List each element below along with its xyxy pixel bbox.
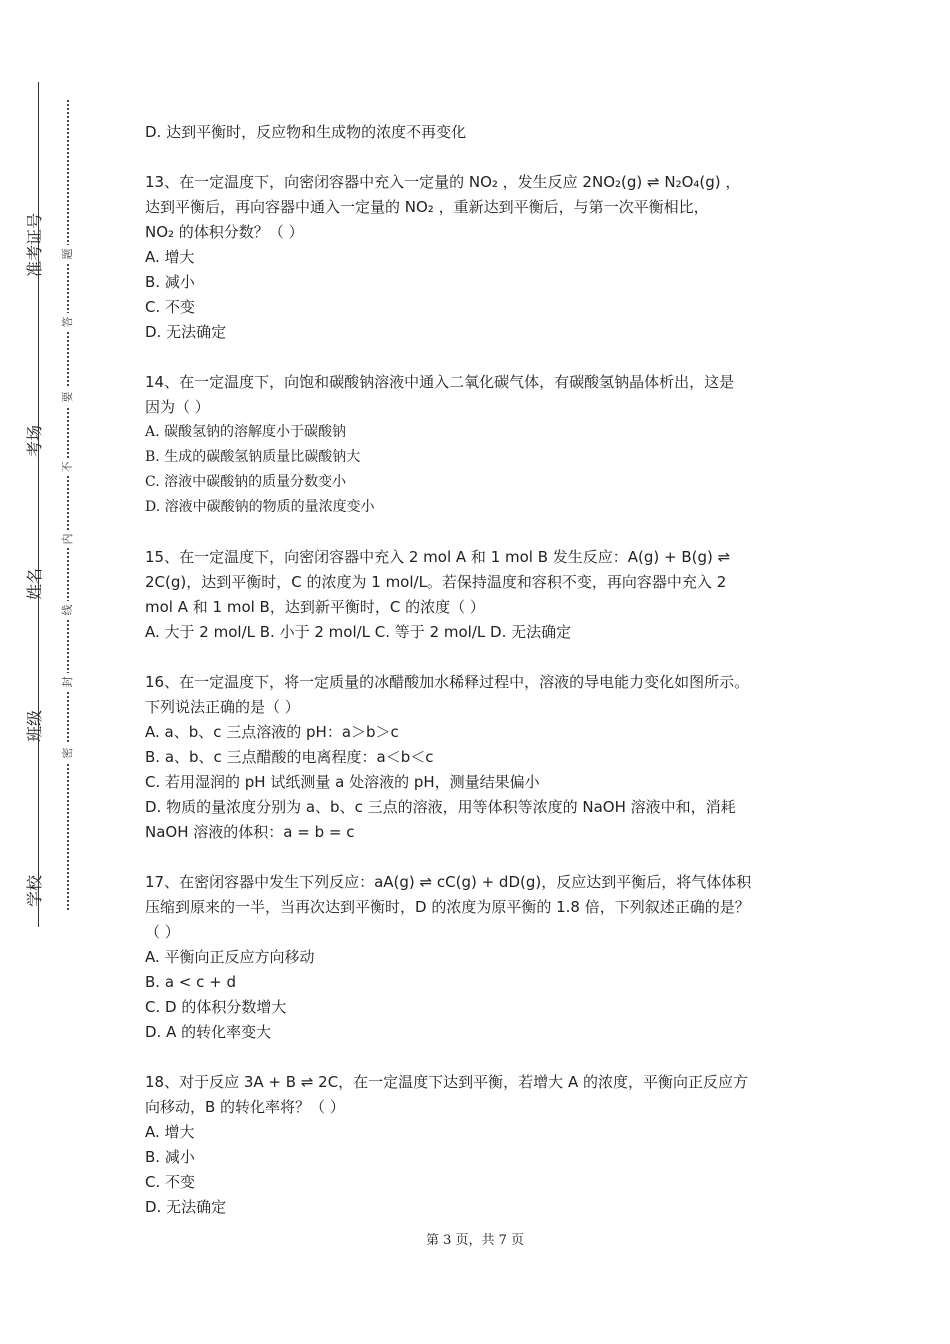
field-label-exam-room: 考场 <box>25 424 44 457</box>
binding-dotted-line <box>67 100 69 910</box>
option-d: D. 溶液中碳酸钠的物质的量浓度变小 <box>145 499 375 515</box>
seal-char: 封 <box>59 673 77 691</box>
question-14 <box>145 370 815 520</box>
seal-char: 内 <box>59 530 77 548</box>
options-inline: A. 大于 2 mol/L B. 小于 2 mol/L C. 等于 2 mol/L D. 无法确定 <box>145 623 572 641</box>
seal-char: 题 <box>59 245 77 263</box>
question-list <box>145 120 815 1245</box>
question-line: 15、在一定温度下，向密闭容器中充入 2 mol A 和 1 mol B 发生反应：A(g) + B(g) ⇌ <box>145 548 731 566</box>
option-b: B. a、b、c 三点醋酸的电离程度：a＜b＜c <box>145 748 434 766</box>
question-15 <box>145 545 815 645</box>
question-line: 2C(g)，达到平衡时，C 的浓度为 1 mol/L。若保持温度和容积不变，再向容器中充入 2 <box>145 573 727 591</box>
seal-char: 要 <box>59 388 77 406</box>
option-a: A. 碳酸氢钠的溶解度小于碳酸钠 <box>145 424 347 440</box>
option-c: C. 溶液中碳酸钠的质量分数变小 <box>145 474 347 490</box>
option-a: A. a、b、c 三点溶液的 pH：a＞b＞c <box>145 723 399 741</box>
question-line: mol A 和 1 mol B，达到新平衡时，C 的浓度（ ） <box>145 598 485 616</box>
option-d-cont: NaOH 溶液的体积：a = b = c <box>145 823 355 841</box>
option-b: B. 生成的碳酸氢钠质量比碳酸钠大 <box>145 449 361 465</box>
question-line: （ ） <box>145 923 180 941</box>
seal-char: 答 <box>59 313 77 331</box>
option-c: C. D 的体积分数增大 <box>145 998 287 1016</box>
question-line: 14、在一定温度下，向饱和碳酸钠溶液中通入二氧化碳气体，有碳酸氢钠晶体析出，这是 <box>145 373 735 391</box>
question-18 <box>145 1070 815 1220</box>
question-line: 向移动，B 的转化率将？（ ） <box>145 1098 345 1116</box>
question-line: 16、在一定温度下，将一定质量的冰醋酸加水稀释过程中，溶液的导电能力变化如图所示。 <box>145 673 750 691</box>
option-d: D. 无法确定 <box>145 323 227 341</box>
question-line: 13、在一定温度下，向密闭容器中充入一定量的 NO₂ ，发生反应 2NO₂(g) ⇌ N₂O₄(g) ， <box>145 173 741 191</box>
option-a: A. 平衡向正反应方向移动 <box>145 948 315 966</box>
option-d: D. 物质的量浓度分别为 a、b、c 三点的溶液，用等体积等浓度的 NaOH 溶液中和，消耗 <box>145 798 736 816</box>
option-a: A. 增大 <box>145 248 195 266</box>
option-c: C. 不变 <box>145 298 196 316</box>
question-line: 下列说法正确的是（ ） <box>145 698 300 716</box>
option-a: A. 增大 <box>145 1123 195 1141</box>
question-12-tail <box>145 120 815 145</box>
seal-char: 不 <box>59 458 77 476</box>
option-c: C. 若用湿润的 pH 试纸测量 a 处溶液的 pH，测量结果偏小 <box>145 773 540 791</box>
question-line: 17、在密闭容器中发生下列反应：aA(g) ⇌ cC(g) + dD(g)，反应达到平衡后，将气体体积 <box>145 873 752 891</box>
question-line: 因为（ ） <box>145 398 210 416</box>
field-label-exam-number: 准考证号 <box>25 212 44 277</box>
option-c: C. 不变 <box>145 1173 196 1191</box>
option-d: D. 无法确定 <box>145 1198 227 1216</box>
field-label-name: 姓名 <box>25 567 44 600</box>
page-number: 第 3 页，共 7 页 <box>425 1233 525 1248</box>
question-17 <box>145 870 815 1045</box>
option-b: B. 减小 <box>145 273 195 291</box>
option-b: B. a < c + d <box>145 973 236 991</box>
question-line: 18、对于反应 3A + B ⇌ 2C，在一定温度下达到平衡，若增大 A 的浓度，平衡向正反应方 <box>145 1073 748 1091</box>
question-line: NO₂ 的体积分数？（ ） <box>145 223 304 241</box>
field-label-class: 班级 <box>25 709 44 742</box>
question-16 <box>145 670 815 845</box>
seal-char: 线 <box>59 601 77 619</box>
question-line: 达到平衡后，再向容器中通入一定量的 NO₂ ，重新达到平衡后，与第一次平衡相比， <box>145 198 709 216</box>
binding-solid-line <box>38 82 39 927</box>
option-b: B. 减小 <box>145 1148 195 1166</box>
question-line: D. 达到平衡时，反应物和生成物的浓度不再变化 <box>145 123 467 141</box>
option-d: D. A 的转化率变大 <box>145 1023 272 1041</box>
field-label-school: 学校 <box>25 874 44 907</box>
question-13 <box>145 170 815 345</box>
seal-char: 密 <box>59 744 77 762</box>
question-line: 压缩到原来的一半，当再次达到平衡时，D 的浓度为原平衡的 1.8 倍，下列叙述正确的是？ <box>145 898 750 916</box>
